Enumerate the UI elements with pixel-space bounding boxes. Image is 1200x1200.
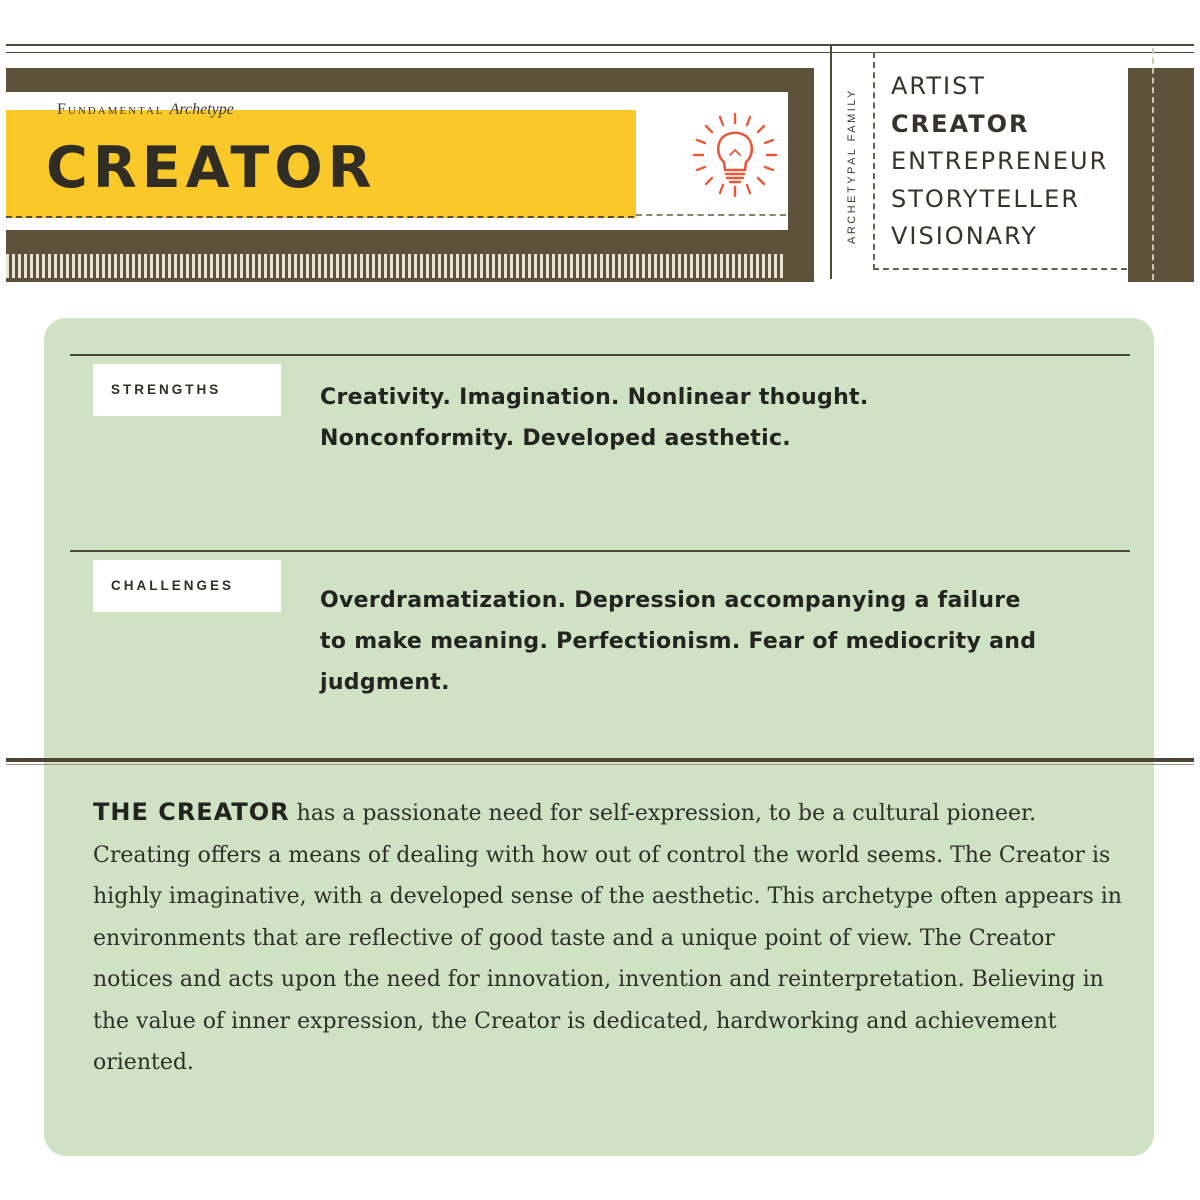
right-frame: [1128, 68, 1194, 282]
description-body: has a passionate need for self-expression, to be a cultural pioneer. Creating offers a means of dealing with how out of control the world seems. The Creator is highly imaginative, with a developed sense of the aesthetic. This archetype often appears in environments that are reflective of good taste and a unique point of view. The Creator notices and acts upon the need for innovation, invention and reinterpretation. Believing in the value of inner expression, the Creator is dedicated, hardworking and achievement oriented.: [93, 801, 1122, 1075]
challenges-tag: CHALLENGES: [93, 560, 281, 612]
page-title: CREATOR: [46, 135, 377, 201]
description-lead: THE CREATOR: [93, 798, 290, 826]
right-frame-dash: [1152, 48, 1154, 280]
challenges-rule: [70, 550, 1130, 552]
family-item: ARTIST: [891, 72, 986, 100]
section-divider: [6, 758, 1194, 762]
icon-dash-rule: [636, 214, 786, 216]
section-divider-thin: [6, 764, 1194, 765]
family-dash-vertical: [873, 52, 875, 270]
archetype-family-list: [891, 68, 1108, 256]
family-item-active: CREATOR: [891, 109, 1030, 138]
archetypal-family-label: ARCHETYPAL FAMILY: [846, 88, 858, 244]
subtitle-caps: Fundamental: [57, 101, 165, 118]
family-item: ENTREPRENEUR: [891, 147, 1109, 175]
strengths-rule: [70, 354, 1130, 356]
top-rule: [6, 44, 1194, 46]
challenges-text: Overdramatization. Depression accompanying a failure to make meaning. Perfectionism. Fear of mediocrity and judgment.: [320, 588, 1037, 695]
strengths-tag: STRENGTHS: [93, 364, 281, 416]
family-divider: [830, 45, 832, 279]
family-item: VISIONARY: [891, 222, 1038, 250]
top-rule-2: [6, 52, 1194, 53]
family-dash-horizontal: [873, 268, 1127, 270]
barcode-strip: [6, 254, 786, 278]
strengths-text: Creativity. Imagination. Nonlinear thought. Nonconformity. Developed aesthetic.: [320, 385, 869, 451]
subtitle-italic: Archetype: [169, 101, 234, 118]
title-dash-rule: [6, 216, 634, 218]
archetype-description: [93, 792, 1123, 1084]
archetype-subtitle: [57, 101, 234, 119]
family-item: STORYTELLER: [891, 184, 1080, 213]
lightbulb-icon: [690, 110, 780, 200]
